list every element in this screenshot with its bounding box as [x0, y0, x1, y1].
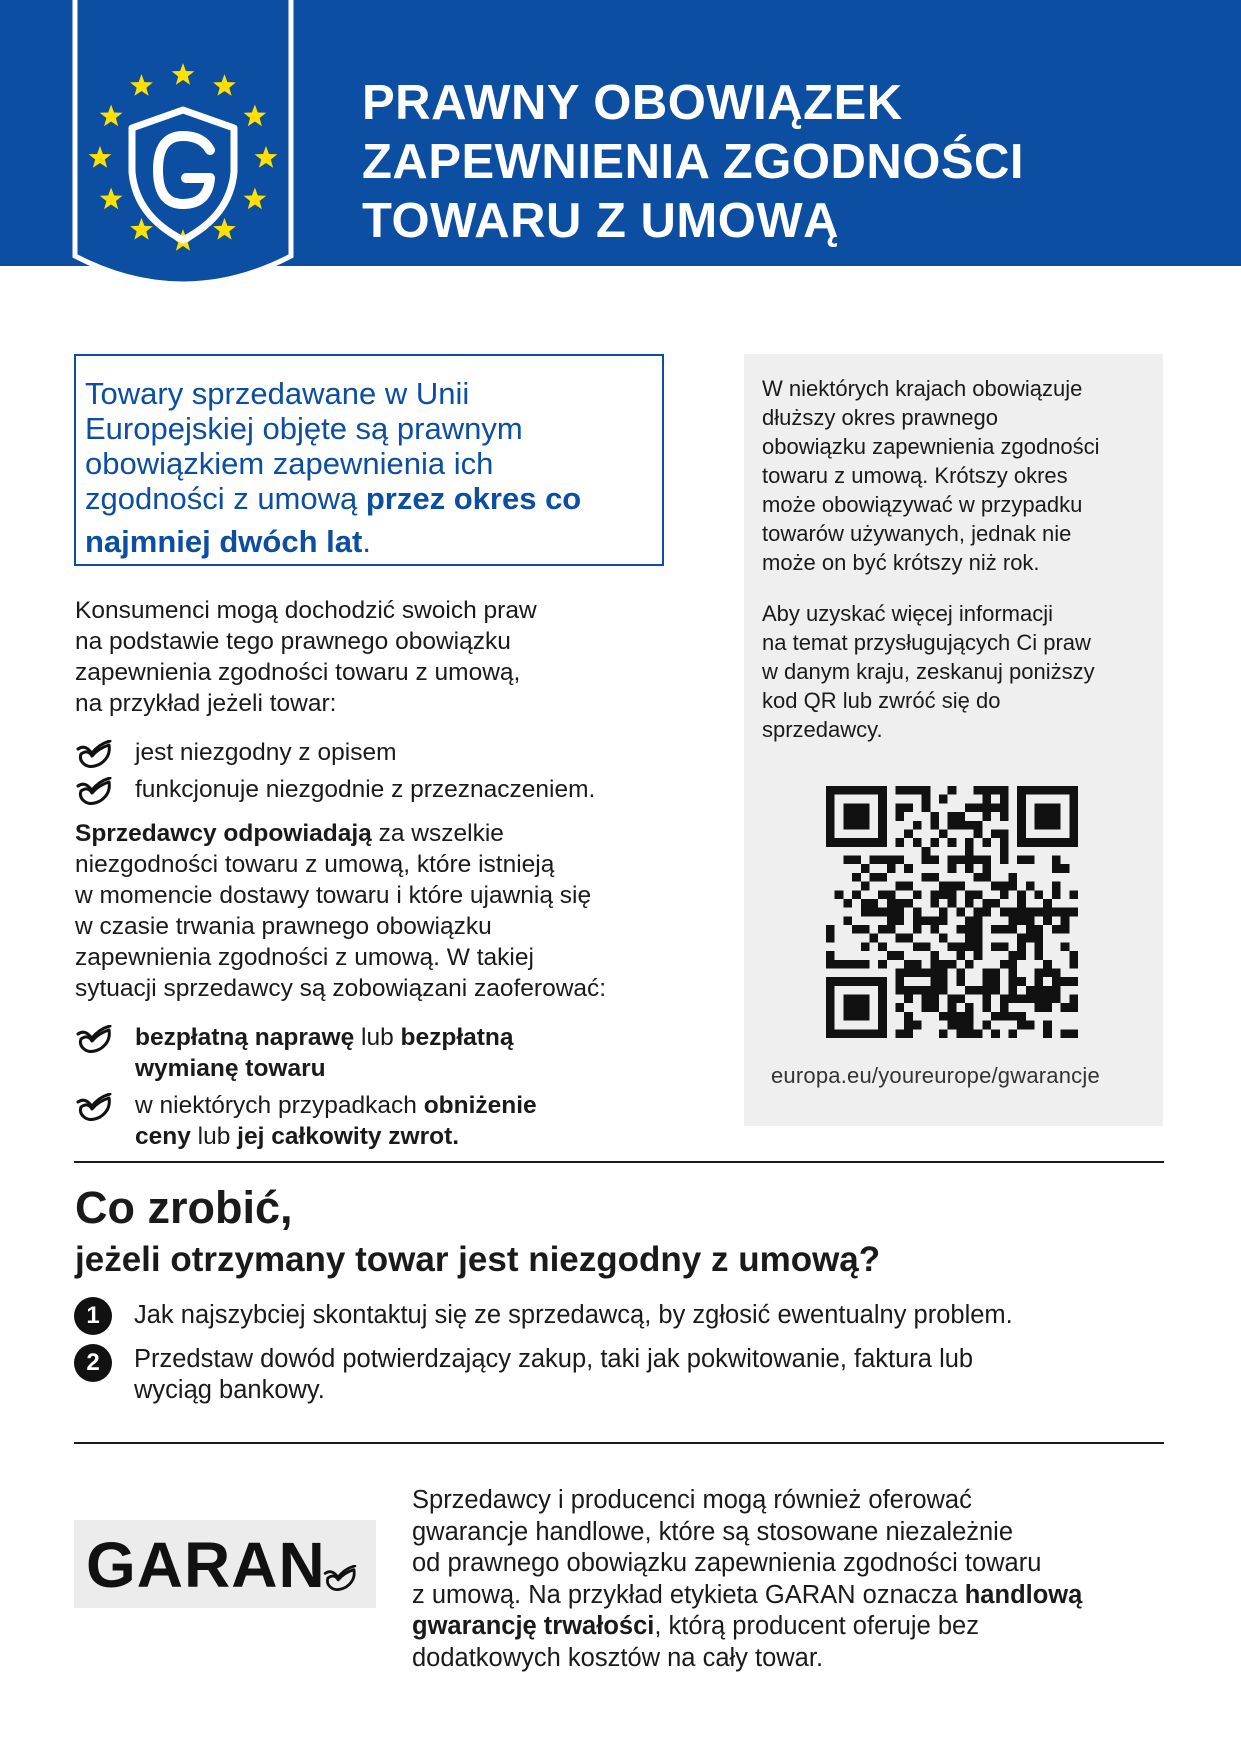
qr-code[interactable]	[826, 786, 1078, 1038]
step-number-badge: 2	[74, 1344, 112, 1382]
remedy-emphasis: obniżenie	[423, 1092, 537, 1119]
title-line: PRAWNY OBOWIĄZEK	[362, 76, 903, 130]
paragraph-line: gwarancje handlowe, które są stosowane niezależnie	[412, 1517, 1014, 1546]
paragraph-line	[75, 818, 606, 849]
paragraph-line: dodatkowych kosztów na cały towar.	[412, 1643, 824, 1672]
step-text	[134, 1300, 1013, 1331]
consumers-paragraph	[75, 595, 537, 719]
paragraph-line	[412, 1580, 1082, 1612]
sellers-emphasis: Sprzedawcy odpowiadają	[75, 820, 372, 847]
sidebar-line: towarów używanych, jednak nie	[762, 521, 1072, 546]
sidebar-line: sprzedawcy.	[762, 717, 883, 742]
remedy-text: lub	[190, 1123, 238, 1150]
intro-box	[74, 354, 664, 566]
paragraph-line: Sprzedawcy i producenci mogą również oferować	[412, 1486, 972, 1514]
garan-logo-text: GARAN	[86, 1529, 326, 1601]
section-subheading: jeżeli otrzymany towar jest niezgodny z umową?	[75, 1240, 881, 1279]
step-item	[74, 1344, 1013, 1406]
consumers-list	[75, 737, 595, 805]
paragraph-line: Konsumenci mogą dochodzić swoich praw	[75, 597, 537, 624]
sidebar-line: obowiązku zapewnienia zgodności	[762, 434, 1100, 459]
list-item	[75, 1090, 537, 1152]
section-heading: Co zrobić,	[75, 1182, 293, 1233]
paragraph-line: sytuacji sprzedawcy są zobowiązani zaoferować:	[75, 975, 607, 1002]
page-title	[362, 74, 1222, 251]
info-url[interactable]: europa.eu/youreurope/gwarancje	[771, 1063, 1100, 1088]
list-item	[75, 774, 595, 805]
sidebar-line: towaru z umową. Krótszy okres	[762, 463, 1068, 488]
paragraph-line: na podstawie tego prawnego obowiązku	[75, 628, 511, 655]
remedy-emphasis: bezpłatną naprawę	[135, 1024, 355, 1051]
intro-text: zgodności z umową	[85, 481, 366, 516]
sidebar-line: w danym kraju, zeskanuj poniższy	[762, 659, 1095, 684]
sidebar-line: może on być krótszy niż rok.	[762, 550, 1040, 575]
list-item	[75, 737, 595, 774]
check-mark-icon	[322, 1565, 358, 1591]
step-line: wyciąg bankowy.	[134, 1376, 325, 1404]
sellers-remedies-list	[75, 1022, 537, 1152]
garan-paragraph	[412, 1485, 1082, 1674]
paragraph-line	[412, 1611, 1082, 1643]
check-mark-icon	[75, 1093, 113, 1121]
sidebar-line: Aby uzyskać więcej informacji	[762, 601, 1053, 626]
step-line: Przedstaw dowód potwierdzający zakup, taki jak pokwitowanie, faktura lub	[134, 1345, 974, 1373]
intro-line	[85, 524, 652, 559]
check-mark-icon	[75, 1025, 113, 1053]
intro-line: Towary sprzedawane w Unii	[85, 376, 470, 411]
list-item-text: jest niezgodny z opisem	[135, 739, 397, 766]
garan-logo	[74, 1520, 376, 1608]
step-number-badge: 1	[74, 1297, 112, 1335]
sidebar-line: dłuższy okres prawnego	[762, 405, 999, 430]
intro-line: obowiązkiem zapewnienia ich	[85, 446, 494, 481]
title-line: TOWARU Z UMOWĄ	[362, 194, 839, 248]
paragraph-line: od prawnego obowiązku zapewnienia zgodności towaru	[412, 1549, 1042, 1577]
garan-emphasis: handlową	[964, 1580, 1083, 1609]
paragraph-line: na przykład jeżeli towar:	[75, 690, 337, 717]
step-item	[74, 1300, 1013, 1344]
paragraph-line: niezgodności towaru z umową, które istnieją	[75, 851, 555, 878]
list-item-text: funkcjonuje niezgodnie z przeznaczeniem.	[135, 776, 596, 803]
sidebar-line: kod QR lub zwróć się do	[762, 688, 1001, 713]
sellers-paragraph	[75, 818, 606, 1004]
check-mark-icon	[75, 777, 113, 805]
paragraph-text: z umową. Na przykład etykieta GARAN oznacza	[412, 1580, 965, 1609]
section-divider	[74, 1442, 1164, 1444]
remedy-emphasis: bezpłatną	[400, 1024, 514, 1051]
remedy-text: lub	[354, 1024, 401, 1051]
garan-emphasis: gwarancję trwałości	[412, 1612, 655, 1640]
list-item-line	[135, 1022, 537, 1053]
paragraph-line: zapewnienia zgodności z umową. W takiej	[75, 944, 534, 971]
check-mark-icon	[75, 740, 113, 768]
intro-text: .	[362, 524, 371, 559]
remedy-emphasis: jej całkowity zwrot.	[237, 1123, 460, 1150]
sidebar-line: na temat przysługujących Ci praw	[762, 630, 1091, 655]
steps-list	[74, 1300, 1013, 1406]
list-item-line	[135, 1090, 537, 1121]
intro-emphasis: przez okres co	[365, 481, 582, 516]
title-line: ZAPEWNIENIA ZGODNOŚCI	[362, 135, 1025, 189]
sidebar-paragraph	[762, 374, 1100, 577]
header-banner	[0, 0, 1241, 266]
intro-line	[85, 481, 652, 516]
list-item-line	[135, 1121, 537, 1152]
eu-stars-shield-g-logo	[72, 0, 294, 306]
remedy-emphasis: wymianę towaru	[135, 1055, 326, 1082]
intro-line: Europejskiej objęte są prawnym	[85, 411, 523, 446]
info-sidebar	[744, 354, 1163, 1126]
paragraph-line: w czasie trwania prawnego obowiązku	[75, 913, 492, 940]
sidebar-line: może obowiązywać w przypadku	[762, 492, 1083, 517]
paragraph-line: zapewnienia zgodności towaru z umową,	[75, 659, 521, 686]
step-line: Jak najszybciej skontaktuj się ze sprzedawcą, by zgłosić ewentualny problem.	[134, 1301, 1013, 1329]
sidebar-paragraph	[762, 599, 1095, 744]
paragraph-text: za wszelkie	[371, 820, 504, 847]
step-text	[134, 1344, 1013, 1406]
remedy-text: w niektórych przypadkach	[135, 1092, 424, 1119]
remedy-emphasis: ceny	[135, 1123, 191, 1150]
list-item	[75, 1022, 537, 1090]
paragraph-line: w momencie dostawy towaru i które ujawnią się	[75, 882, 592, 909]
list-item-line	[135, 1053, 537, 1084]
intro-emphasis: najmniej dwóch lat	[85, 524, 363, 559]
section-divider	[74, 1161, 1164, 1163]
sidebar-line: W niektórych krajach obowiązuje	[762, 376, 1083, 401]
paragraph-text: , którą producent oferuje bez	[654, 1612, 979, 1640]
